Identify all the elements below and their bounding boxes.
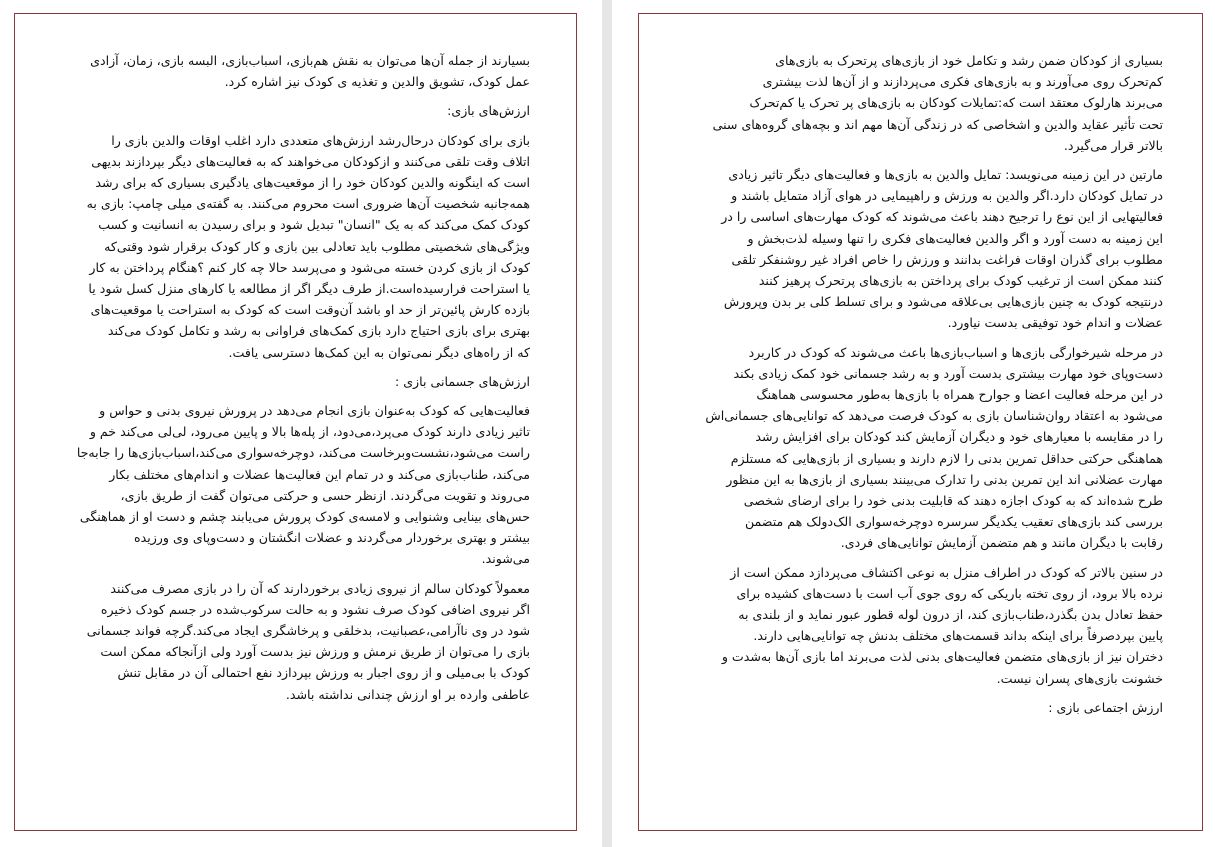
- page-text-column: [683, 50, 1163, 726]
- heading-social-value: ارزش اجتماعی بازی :: [1048, 699, 1163, 715]
- document-page-left: [0, 0, 600, 847]
- document-page-right: [613, 0, 1215, 847]
- heading-play-values: ارزش‌های بازی:: [447, 103, 530, 119]
- paragraph-physical-activities: فعالیت‌هایی که کودک به‌عنوان بازی انجام می‌دهد در پرورش نیروی بدنی و حواس و تاثیر زیادی دارند کودک می‌پرد،می‌دود، از پله‌ها بالا و پایین می‌رود، لی‌لی می‌کند خم و راست می‌شود،نشست‌وبرخاست می‌کند، دوچرخه‌سواری می‌کند،اسباب‌بازی‌ها را جابه‌جا می‌کند، طناب‌بازی می‌کند و در تمام این فعالیت‌ها عضلات و اندام‌های مختلف بکار می‌روند و تقویت می‌گردند. ازنظر حسی و حرکتی می‌توان گفت از طریق بازی، حس‌های بینایی وشنوایی و لامسه‌ی کودک پرورش می‌یابند چشم و دست او از هماهنگی بیشتر و بهتری برخوردار می‌گردند و عضلات انگشتان و دست‌وپای وی ورزیده می‌شوند.: [76, 403, 530, 567]
- paragraph-surplus-energy: معمولاً کودکان سالم از نیروی زیادی برخوردارند که آن را در بازی مصرف می‌کنند اگر نیروی اضافی کودک صرف نشود و به حالت سرکوب‌شده در جسم کودک ذخیره شود در وی ناآرامی،عصبانیت، بدخلقی و پرخاشگری ایجاد می‌کند.گرچه فواند جسمانی بازی را می‌توان از طریق نرمش و ورزش نیز بدست آورد ولی ازآنجاکه ممکن است کودک با بی‌میلی و از روی اجبار به ورزش بپردازد نفع احتمالی آن در مقابل تنش عاطفی وارده بر او ارزش چندانی نداشته باشد.: [86, 580, 530, 702]
- paragraph-play-values: بازی برای کودکان درحال‌رشد ارزش‌های متعددی دارد اغلب اوقات والدین بازی را اتلاف وقت تلقی می‌کنند و ازکودکان می‌خواهند که به فعالیت‌های دیگر بپردازند بدیهی است که اینگونه والدین کودکان خود را از موقعیت‌های یادگیری بسیاری که برای رشد همه‌جانبه شخصیت آن‌ها ضروری است محروم می‌کنند. به گفته‌ی میلی چامپ: بازی به کودک کمک می‌کند که به یک "انسان" تبدیل شود و برای رسیدن به انسانیت و کسب ویژگی‌های شخصیتی مطلوب باید تعادلی بین بازی و کار کودک برقرار شود وقتی‌که کودک از بازی کردن خسته می‌شود و می‌پرسد حالا چه کار کنم ؟هنگام پرداختن به کار یا استراحت فرارسیده‌است.از طرف دیگر اگر از مطالعه یا کارهای منزل کسل شود یا بازده کارش پائین‌تر از حد او باشد آن‌وقت است که کودک به استراحت یا موقعیت‌های بهتری برای بازی احتیاج دارد بازی کمک‌های فراوانی به رشد و تکامل کودک می‌کند که از راه‌های دیگر نمی‌توان به این کمک‌ها دسترسی یافت.: [86, 132, 530, 360]
- paragraph-infancy-play: در مرحله شیرخوارگی بازی‌ها و اسباب‌بازی‌ها باعث می‌شوند که کودک در کاربرد دست‌وپای خود مهارت بیشتری بدست آورد و به رشد جسمانی خود کمک زیادی بکند در این مرحله فعالیت اعضا و جوارح همراه با بازی‌ها به‌طور محسوسی هماهنگ می‌شود به اعتقاد روان‌شناسان بازی به کودک فرصت می‌دهد که توانایی‌های جسمانی‌اش را در مقایسه با معیارهای خود و دیگران آزمایش کند کودکان برای افزایش رشد هماهنگی حرکتی حداقل تمرین بدنی را لازم دارند و بسیاری از بازی‌هایی که مستلزم مهارت عضلانی اند این تمرین بدنی را تدارک می‌بینند بسیاری از بازی‌ها به این منظور طرح شده‌اند که به کودک اجازه دهند که قابلیت بدنی خود را برای ارضای شخصی بررسی کند بازی‌های تعقیب یکدیگر سرسره دوچرخه‌سواری الک‌دولک هم متضمن رقابت با دیگران مانند و هم متضمن آزمایش توانایی‌های فردی.: [705, 344, 1163, 551]
- page-text-column: [60, 50, 530, 713]
- paragraph-martin-parents: مارتین در این زمینه می‌نویسد: تمایل والدین به بازی‌ها و فعالیت‌های دیگر تاثیر زیادی در تمایل کودکان دارد.اگر والدین به ورزش و راهپیمایی در هوای آزاد متمایل باشند و فعالیتهایی از این نوع را ترجیح دهند باعث می‌شوند که کودک مهارت‌های اساسی را در این زمینه به دست آورد و اگر والدین فعالیت‌های فکری را تنها وسیله لذت‌بخش و مطلوب برای گذران اوقات فراغت بدانند و ورزش را خاص افراد غیر روشنفکر تلقی کنند ممکن است از ترغیب کودک برای پرداختن به بازی‌های پرتحرک پرهیز کنند درنتیجه کودک به چنین بازی‌هایی بی‌علاقه می‌شود و برای تسلط کلی بر بدن وپرورش عضلات و اندام خود توفیقی بدست نیاورد.: [721, 167, 1163, 331]
- heading-physical-values: ارزش‌های جسمانی بازی :: [394, 373, 530, 389]
- paragraph-older-ages: در سنین بالاتر که کودک در اطراف منزل به نوعی اکتشاف می‌پردازد ممکن است از نرده بالا برود، از روی تخته باریکی که روی جوی آب است با دست‌های کشیده برای حفظ تعادل بدن بگذرد،طناب‌بازی کند، از درون لوله قطور عبور نماید و از بلندی به پایین بپرد‌صرفاً برای اینکه بداند قسمت‌های مختلف بدنش چه توانایی‌هایی دارند. دختران نیز از بازی‌های متضمن فعالیت‌های بدنی لذت می‌برند اما بازی آن‌ها به‌شدت و خشونت بازی‌های پسران نیست.: [721, 564, 1163, 686]
- paragraph-play-factors: بسیارند از جمله آن‌ها می‌توان به نقش هم‌بازی، اسباب‌بازی، البسه بازی، زمان، آزادی عمل کودک، تشویق والدین و تغذیه ی کودک نیز اشاره کرد.: [90, 53, 530, 90]
- page-gutter: [602, 0, 612, 847]
- paragraph-active-play: بسیاری از کودکان ضمن رشد و تکامل خود از بازی‌های پرتحرک به بازی‌های کم‌تحرک روی می‌آورند و به بازی‌های فکری می‌پردازند و از آن‌ها لذت بیشتری می‌برند هارلوک معتقد است که:تمایلات کودکان به بازی‌های پر تحرک یا کم‌تحرک تحت تأثیر عقاید والدین و اشخاصی که در زندگی آن‌ها مهم اند و بچه‌های گروه‌های سنی بالاتر قرار می‌گیرد.: [712, 53, 1163, 153]
